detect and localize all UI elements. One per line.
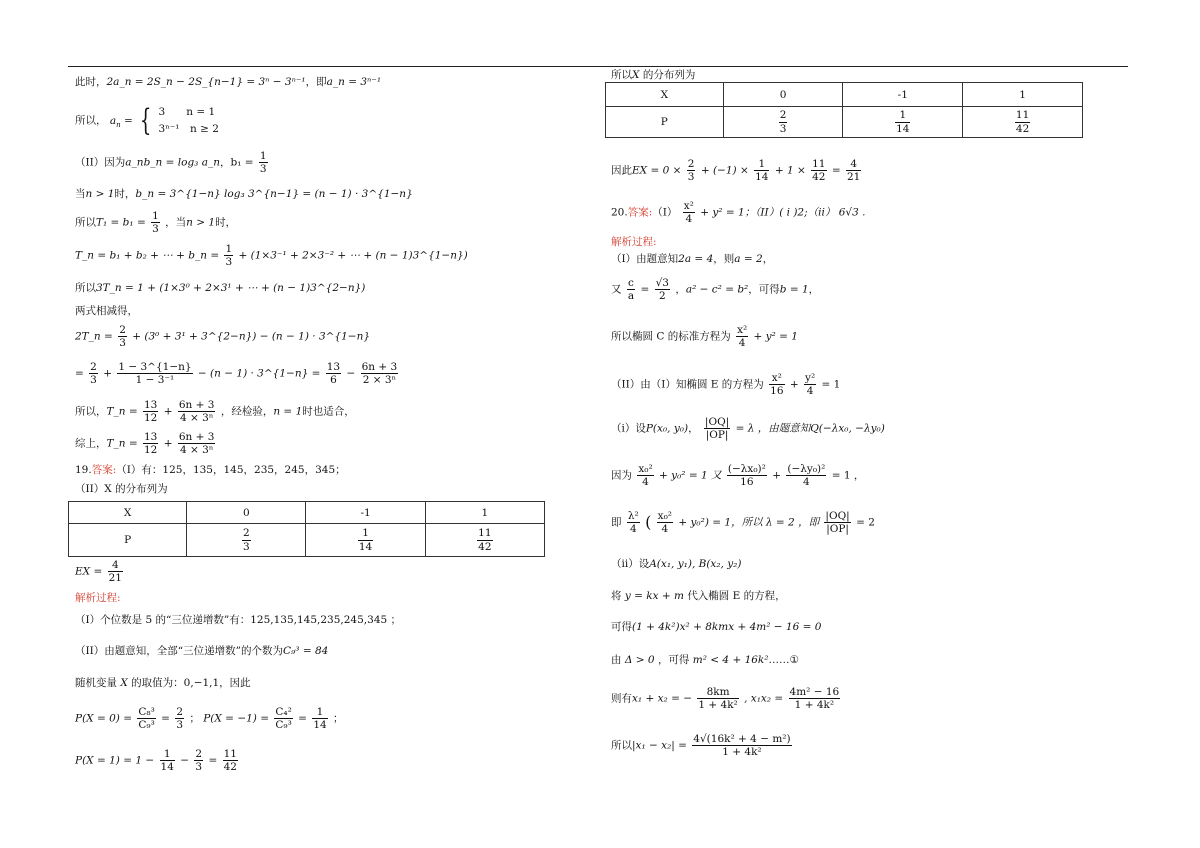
- table-header-cell: -1: [843, 83, 963, 107]
- header-rule: [68, 66, 1128, 67]
- line-an-derivation: 此时，2a_n = 2S_n − 2S_{n−1} = 3ⁿ − 3ⁿ⁻¹，即a_n = 3ⁿ⁻¹: [75, 76, 382, 88]
- line-quadratic: 可得(1 + 4k²)x² + 8kmx + 4m² − 16 = 0: [611, 621, 822, 633]
- line-Tn-sum: T_n = b₁ + b₂ + ⋯ + b_n = $\frac{1}{3}$ + (1×3⁻¹ + 2×3⁻² + ⋯ + (n − 1)3^{1−n}): [75, 243, 468, 269]
- q19-part2-heading: （II）X 的分布列为: [75, 483, 168, 495]
- line-eccentricity: 又 $\frac{c}{a}$ = $\frac{√3}{2}$ ，a² − c² = b²，可得b = 1，: [611, 277, 820, 303]
- line-X-values: 随机变量 X 的取值为：0,−1,1，因此: [75, 677, 251, 689]
- line-Tn-result: 所以，T_n = $\frac{13}{12}$ + $\frac{6n + 3}{\text{4 × 3ⁿ}}$ ，经检验，n = 1时也适合，: [75, 399, 355, 425]
- line-subtract: 两式相减得，: [75, 305, 138, 317]
- line-x-diff: 所以|x₁ − x₂| = $\frac{\text{4√(16k² + 4 − m²)}}{\text{1 + 4k²}}$: [611, 733, 791, 759]
- table-header-cell: X: [69, 502, 187, 524]
- line-discriminant: 由 Δ > 0 ，可得 m² < 4 + 16k²……①: [611, 654, 799, 666]
- line-vieta: 则有x₁ + x₂ = − $\frac{8km}{\text{1 + 4k²}}$ , x₁x₂ = $\frac{\text{4m² − 16}}{\text{1 + 4k²}}$: [611, 686, 840, 712]
- line-part1: （I）个位数是 5 的“三位递增数”有：125,135,145,235,245,345 ；: [75, 614, 402, 626]
- line-ellipse-C: 所以椭圆 C 的标准方程为 $\frac{\text{x²}}{4}$ + y² = 1: [611, 324, 798, 350]
- table-cell: $\frac{11}{42}$: [425, 524, 544, 557]
- analysis-heading: 解析过程:: [75, 592, 121, 604]
- table-header-cell: -1: [306, 502, 425, 524]
- line-P0-Pm1: P(X = 0) = $\frac{\text{C₈³}}{\text{C₉³}}$ = $\frac{2}{3}$ ； P(X = −1) = $\frac{\text{C₄²}}{\text{C₉³}}$ = $\frac{1}{14}$ ；: [75, 706, 344, 732]
- line-substitute: 因为 $\frac{\text{x₀²}}{4}$ + y₀² = 1 又 $\frac{\text{(−λx₀)²}}{16}$ + $\frac{\text{(−λy₀)²}}{4}$ = 1 ，: [611, 463, 865, 489]
- line-T1: 所以T₁ = b₁ = $\frac{1}{3}$ ，当n > 1时，: [75, 210, 237, 236]
- line-bn-def: （II）因为a_nb_n = log₃ a_n，b₁ = $\frac{1}{3}$: [75, 150, 267, 176]
- table-header-cell: 0: [187, 502, 306, 524]
- line-EX-left: EX = $\frac{4}{21}$: [75, 559, 122, 585]
- brace: {: [139, 102, 152, 138]
- distribution-table-left: [68, 501, 545, 557]
- line-lambda: 即 $\frac{\text{λ²}}{4}$ ( $\frac{\text{x₀²}}{4}$ + y₀²) = 1，所以 λ = 2 ，即 $\frac{|OQ|}{|OP|}$ = 2: [611, 510, 875, 536]
- table-header-cell: X: [606, 83, 724, 107]
- line-2Tn-simplify: = $\frac{2}{3}$ + $\frac{1 - 3\^{}\{1-n\}}{\text{1 − 3⁻¹}}$ − (n − 1) · 3^{1−n} = $\frac{13}{6}$ − $\frac{6n + 3}{\text{2 × 3ⁿ}}$: [75, 361, 398, 387]
- analysis-heading: 解析过程:: [611, 236, 657, 248]
- q20-answer: 20.答案:（I） $\frac{\text{x²}}{4}$ + y² = 1；（II）( i )2;（ii） 6√3 .: [611, 200, 866, 226]
- line-conclusion: 综上，T_n = $\frac{13}{12}$ + $\frac{6n + 3}{\text{4 × 3ⁿ}}$: [75, 431, 215, 457]
- table-cell: $\frac{2}{3}$: [723, 107, 843, 138]
- table-row-label: P: [606, 107, 724, 138]
- table-header-cell: 1: [963, 83, 1083, 107]
- line-P1: P(X = 1) = 1 − $\frac{1}{14}$ − $\frac{2}{3}$ = $\frac{11}{42}$: [75, 748, 237, 774]
- table-cell: $\frac{1}{14}$: [306, 524, 425, 557]
- line-line-substitution: 将 y = kx + m 代入椭圆 E 的方程，: [611, 590, 786, 602]
- line-3Tn: 所以3T_n = 1 + (1×3⁰ + 2×3¹ + ⋯ + (n − 1)3^{2−n}): [75, 282, 366, 294]
- table-header-cell: 0: [723, 83, 843, 107]
- table-cell: $\frac{1}{14}$: [843, 107, 963, 138]
- line-AB-points: （ii）设A(x₁, y₁), B(x₂, y₂): [611, 558, 742, 570]
- line-total-count: （II）由题意知，全部“三位递增数”的个数为C₉³ = 84: [75, 645, 329, 657]
- line-a-value: （I）由题意知2a = 4，则a = 2，: [611, 253, 774, 265]
- fraction: $\frac{1}{3}$: [259, 150, 267, 176]
- table-header-cell: 1: [425, 502, 544, 524]
- line-ellipse-E: （II）由（I）知椭圆 E 的方程为 $\frac{\text{x²}}{16}$ + $\frac{\text{y²}}{4}$ = 1: [611, 372, 841, 398]
- line-point-P: （i）设P(x₀, y₀)， $\frac{|OQ|}{|OP|}$ = λ ，由题意知Q(−λx₀, −λy₀): [611, 416, 885, 442]
- q19-answer: 19.答案:（I）有：125，135，145，235，245，345；: [75, 464, 346, 476]
- line-an-cases: 所以， $a_n$ = { 3 n = 1 3ⁿ⁻¹ n ≥ 2: [75, 102, 219, 138]
- line-bn-formula: 当n > 1时，b_n = 3^{1−n} log₃ 3^{n−1} = (n − 1) · 3^{1−n}: [75, 188, 413, 200]
- table-cell: $\frac{2}{3}$: [187, 524, 306, 557]
- table-cell: $\frac{11}{42}$: [963, 107, 1083, 138]
- table-row-label: P: [69, 524, 187, 557]
- line-EX-right: 因此EX = 0 × $\frac{2}{3}$ + (−1) × $\frac{1}{14}$ + 1 × $\frac{11}{42}$ = $\frac{4}{21}$: [611, 158, 861, 184]
- distribution-table-right: [605, 82, 1083, 138]
- line-distribution-heading: 所以X 的分布列为: [611, 69, 696, 81]
- line-2Tn: 2T_n = $\frac{2}{3}$ + (3⁰ + 3¹ + 3^{2−n}) − (n − 1) · 3^{1−n}: [75, 324, 371, 350]
